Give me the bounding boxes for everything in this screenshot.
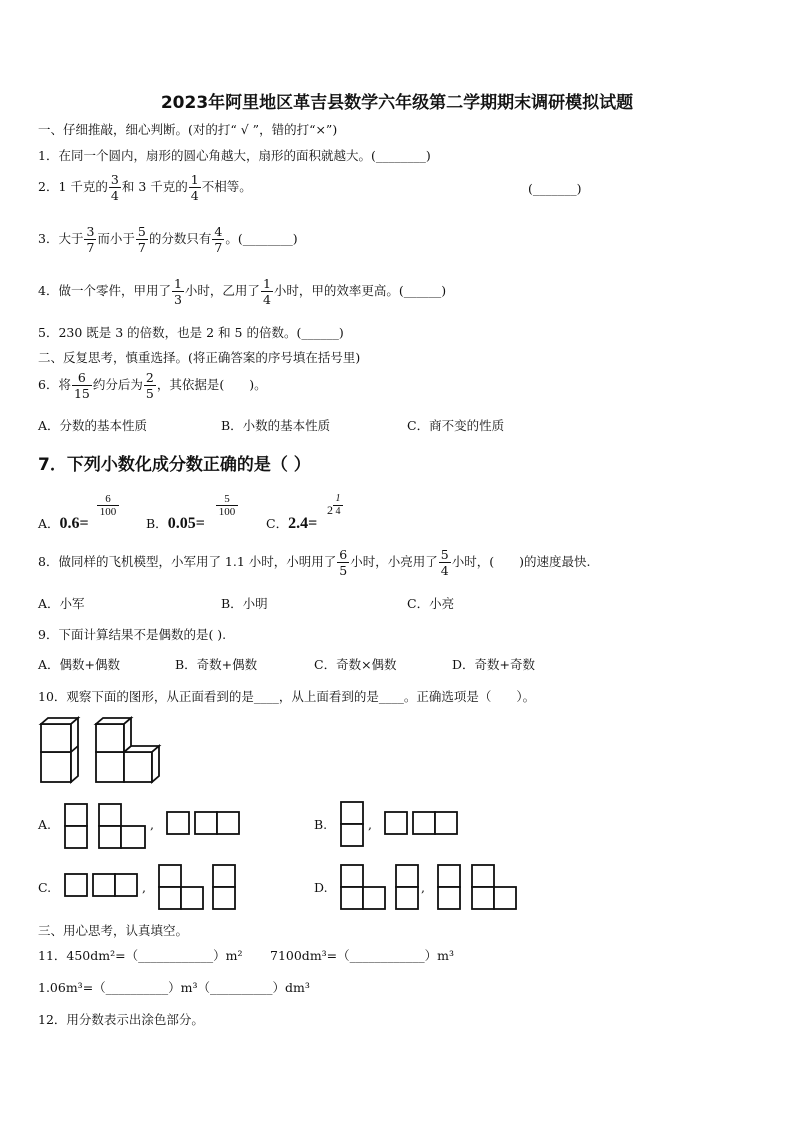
q6-f2-den: 5 bbox=[145, 386, 154, 401]
q2-fraction-1 bbox=[109, 172, 121, 203]
q7-a-label: A． bbox=[38, 516, 60, 531]
question-6 bbox=[38, 370, 267, 401]
q8-option-c: C．小亮 bbox=[407, 596, 455, 611]
q3-f1-den: 7 bbox=[86, 240, 95, 255]
q6-option-a: A．分数的基本性质 bbox=[38, 418, 148, 433]
q4-text-a: 4．做一个零件，甲用了 bbox=[38, 283, 171, 298]
q9-option-c: C．奇数×偶数 bbox=[314, 657, 397, 672]
q2-text-b: 和 3 千克的 bbox=[121, 179, 188, 194]
q10-option-c-front-views bbox=[158, 864, 238, 912]
q10-option-d-front-views bbox=[340, 864, 420, 912]
q7-c-fraction bbox=[333, 493, 343, 518]
question-12: 12．用分数表示出涂色部分。 bbox=[38, 1012, 204, 1027]
q10-option-b-comma: , bbox=[368, 817, 372, 832]
q4-f1-den: 3 bbox=[173, 292, 182, 307]
q2-f1-den: 4 bbox=[110, 188, 119, 203]
q3-f3-den: 7 bbox=[214, 240, 223, 255]
q7-b-num: 5 bbox=[224, 493, 230, 505]
q8-text-b: 小时，小亮用了 bbox=[350, 554, 438, 569]
cube-stack-right bbox=[96, 718, 159, 782]
q6-text-a: 6．将 bbox=[38, 377, 71, 392]
q2-f2-den: 4 bbox=[190, 188, 199, 203]
q4-text-b: 小时，乙用了 bbox=[184, 283, 260, 298]
question-8 bbox=[38, 547, 590, 578]
q7-b-label: B． bbox=[146, 516, 168, 531]
q8-f1-den: 5 bbox=[339, 563, 348, 578]
q3-text-a: 3．大于 bbox=[38, 231, 84, 246]
q3-text-c: 的分数只有 bbox=[148, 231, 212, 246]
question-10: 10．观察下面的图形，从正面看到的是____，从上面看到的是____。正确选项是（ ）。 bbox=[38, 689, 536, 704]
q10-option-b-front-view bbox=[340, 801, 366, 849]
q7-a-expr: 0.6= bbox=[59, 515, 89, 532]
q8-f2-den: 4 bbox=[440, 563, 449, 578]
q8-f2-num: 5 bbox=[440, 547, 449, 562]
q7-c-label: C． bbox=[266, 516, 289, 531]
q4-text-c: 小时，甲的效率更高。(______) bbox=[273, 283, 447, 298]
q3-f3-num: 4 bbox=[214, 224, 223, 239]
question-11-part-1: 11．450dm²=（____________）m² bbox=[38, 948, 243, 963]
q8-text-c: 小时，( )的速度最快. bbox=[451, 554, 591, 569]
q6-option-c: C．商不变的性质 bbox=[407, 418, 505, 433]
question-11-part-3: 1.06m³=（__________）m³（__________）dm³ bbox=[38, 980, 310, 995]
q8-fraction-2 bbox=[439, 547, 451, 578]
q2-f2-num: 1 bbox=[190, 172, 199, 187]
q10-option-d-comma: , bbox=[421, 880, 425, 895]
q4-fraction-1 bbox=[172, 276, 184, 307]
q6-text-b: 约分后为 bbox=[92, 377, 143, 392]
q10-option-b-top-view bbox=[384, 811, 462, 837]
q7-c-den: 4 bbox=[335, 506, 341, 517]
question-4 bbox=[38, 276, 446, 307]
q10-option-b-label: B. bbox=[314, 817, 328, 832]
q4-f2-num: 1 bbox=[262, 276, 271, 291]
q3-text-b: 而小于 bbox=[97, 231, 135, 246]
q7-option-a bbox=[38, 514, 89, 533]
q7-c-num: 1 bbox=[335, 493, 341, 504]
q10-option-a-label: A. bbox=[38, 817, 52, 832]
q3-fraction-3 bbox=[212, 224, 224, 255]
q10-option-a-top-view bbox=[166, 811, 242, 837]
q6-f1-den: 15 bbox=[73, 386, 90, 401]
question-5: 5．230 既是 3 的倍数，也是 2 和 5 的倍数。(______) bbox=[38, 325, 344, 340]
section-3-heading: 三、用心思考，认真填空。 bbox=[38, 923, 189, 938]
q3-fraction-1 bbox=[84, 224, 96, 255]
q9-option-d: D．奇数+奇数 bbox=[452, 657, 535, 672]
q8-option-a: A．小军 bbox=[38, 596, 85, 611]
q7-option-c bbox=[266, 514, 317, 533]
q9-option-a: A．偶数+偶数 bbox=[38, 657, 121, 672]
question-7: 7．下列小数化成分数正确的是（ ） bbox=[38, 455, 311, 475]
q4-fraction-2 bbox=[261, 276, 273, 307]
q10-option-a-comma: , bbox=[150, 817, 154, 832]
q10-cube-figure bbox=[40, 716, 165, 784]
q7-a-fraction bbox=[97, 493, 119, 518]
q2-fraction-2 bbox=[189, 172, 201, 203]
question-2 bbox=[38, 172, 252, 203]
question-1: 1．在同一个圆内，扇形的圆心角越大，扇形的面积就越大。(________) bbox=[38, 148, 431, 163]
q8-fraction-1 bbox=[337, 547, 349, 578]
question-9: 9．下面计算结果不是偶数的是( ). bbox=[38, 627, 227, 642]
cube-stack-left bbox=[41, 718, 78, 782]
q2-f1-num: 3 bbox=[110, 172, 119, 187]
section-1-heading: 一、仔细推敲，细心判断。(对的打“ √ ”，错的打“×”) bbox=[38, 122, 338, 137]
q7-a-den: 100 bbox=[99, 506, 117, 518]
q8-text-a: 8．做同样的飞机模型，小军用了 1.1 小时，小明用了 bbox=[38, 554, 337, 569]
q8-option-b: B．小明 bbox=[221, 596, 268, 611]
q7-c-expr: 2.4= bbox=[288, 515, 318, 532]
q3-f2-num: 5 bbox=[137, 224, 146, 239]
q4-f2-den: 4 bbox=[262, 292, 271, 307]
q6-text-c: ，其依据是( )。 bbox=[156, 377, 267, 392]
q6-fraction-1 bbox=[72, 370, 92, 401]
q4-f1-num: 1 bbox=[173, 276, 182, 291]
q3-fraction-2 bbox=[136, 224, 148, 255]
q7-b-fraction bbox=[216, 493, 238, 518]
q10-option-d-top-views bbox=[437, 864, 521, 912]
q7-c-whole: 2 bbox=[327, 503, 333, 517]
q6-option-b: B．小数的基本性质 bbox=[221, 418, 331, 433]
section-2-heading: 二、反复思考，慎重选择。(将正确答案的序号填在括号里) bbox=[38, 350, 361, 365]
q3-text-d: 。(________) bbox=[225, 231, 298, 246]
q7-b-den: 100 bbox=[218, 506, 236, 518]
question-3 bbox=[38, 224, 298, 255]
q3-f2-den: 7 bbox=[137, 240, 146, 255]
question-11-part-2: 7100dm³=（____________）m³ bbox=[270, 948, 455, 963]
q6-f2-num: 2 bbox=[145, 370, 154, 385]
q2-text-a: 2．1 千克的 bbox=[38, 179, 108, 194]
q7-a-num: 6 bbox=[105, 493, 111, 505]
q10-option-d-label: D. bbox=[314, 880, 328, 895]
page-title: 2023年阿里地区革吉县数学六年级第二学期期末调研模拟试题 bbox=[160, 93, 634, 113]
q7-b-expr: 0.05= bbox=[167, 515, 205, 532]
q2-answer-blank: (_______) bbox=[528, 181, 582, 196]
q9-option-b: B．奇数+偶数 bbox=[175, 657, 258, 672]
q10-option-c-top-view bbox=[64, 873, 142, 899]
q6-fraction-2 bbox=[144, 370, 156, 401]
q7-option-b bbox=[146, 514, 205, 533]
q10-option-c-comma: , bbox=[142, 880, 146, 895]
q6-f1-num: 6 bbox=[77, 370, 86, 385]
q3-f1-num: 3 bbox=[86, 224, 95, 239]
q10-option-a-front-views bbox=[64, 803, 149, 849]
q2-text-c: 不相等。 bbox=[201, 179, 252, 194]
q8-f1-num: 6 bbox=[339, 547, 348, 562]
q10-option-c-label: C. bbox=[38, 880, 52, 895]
